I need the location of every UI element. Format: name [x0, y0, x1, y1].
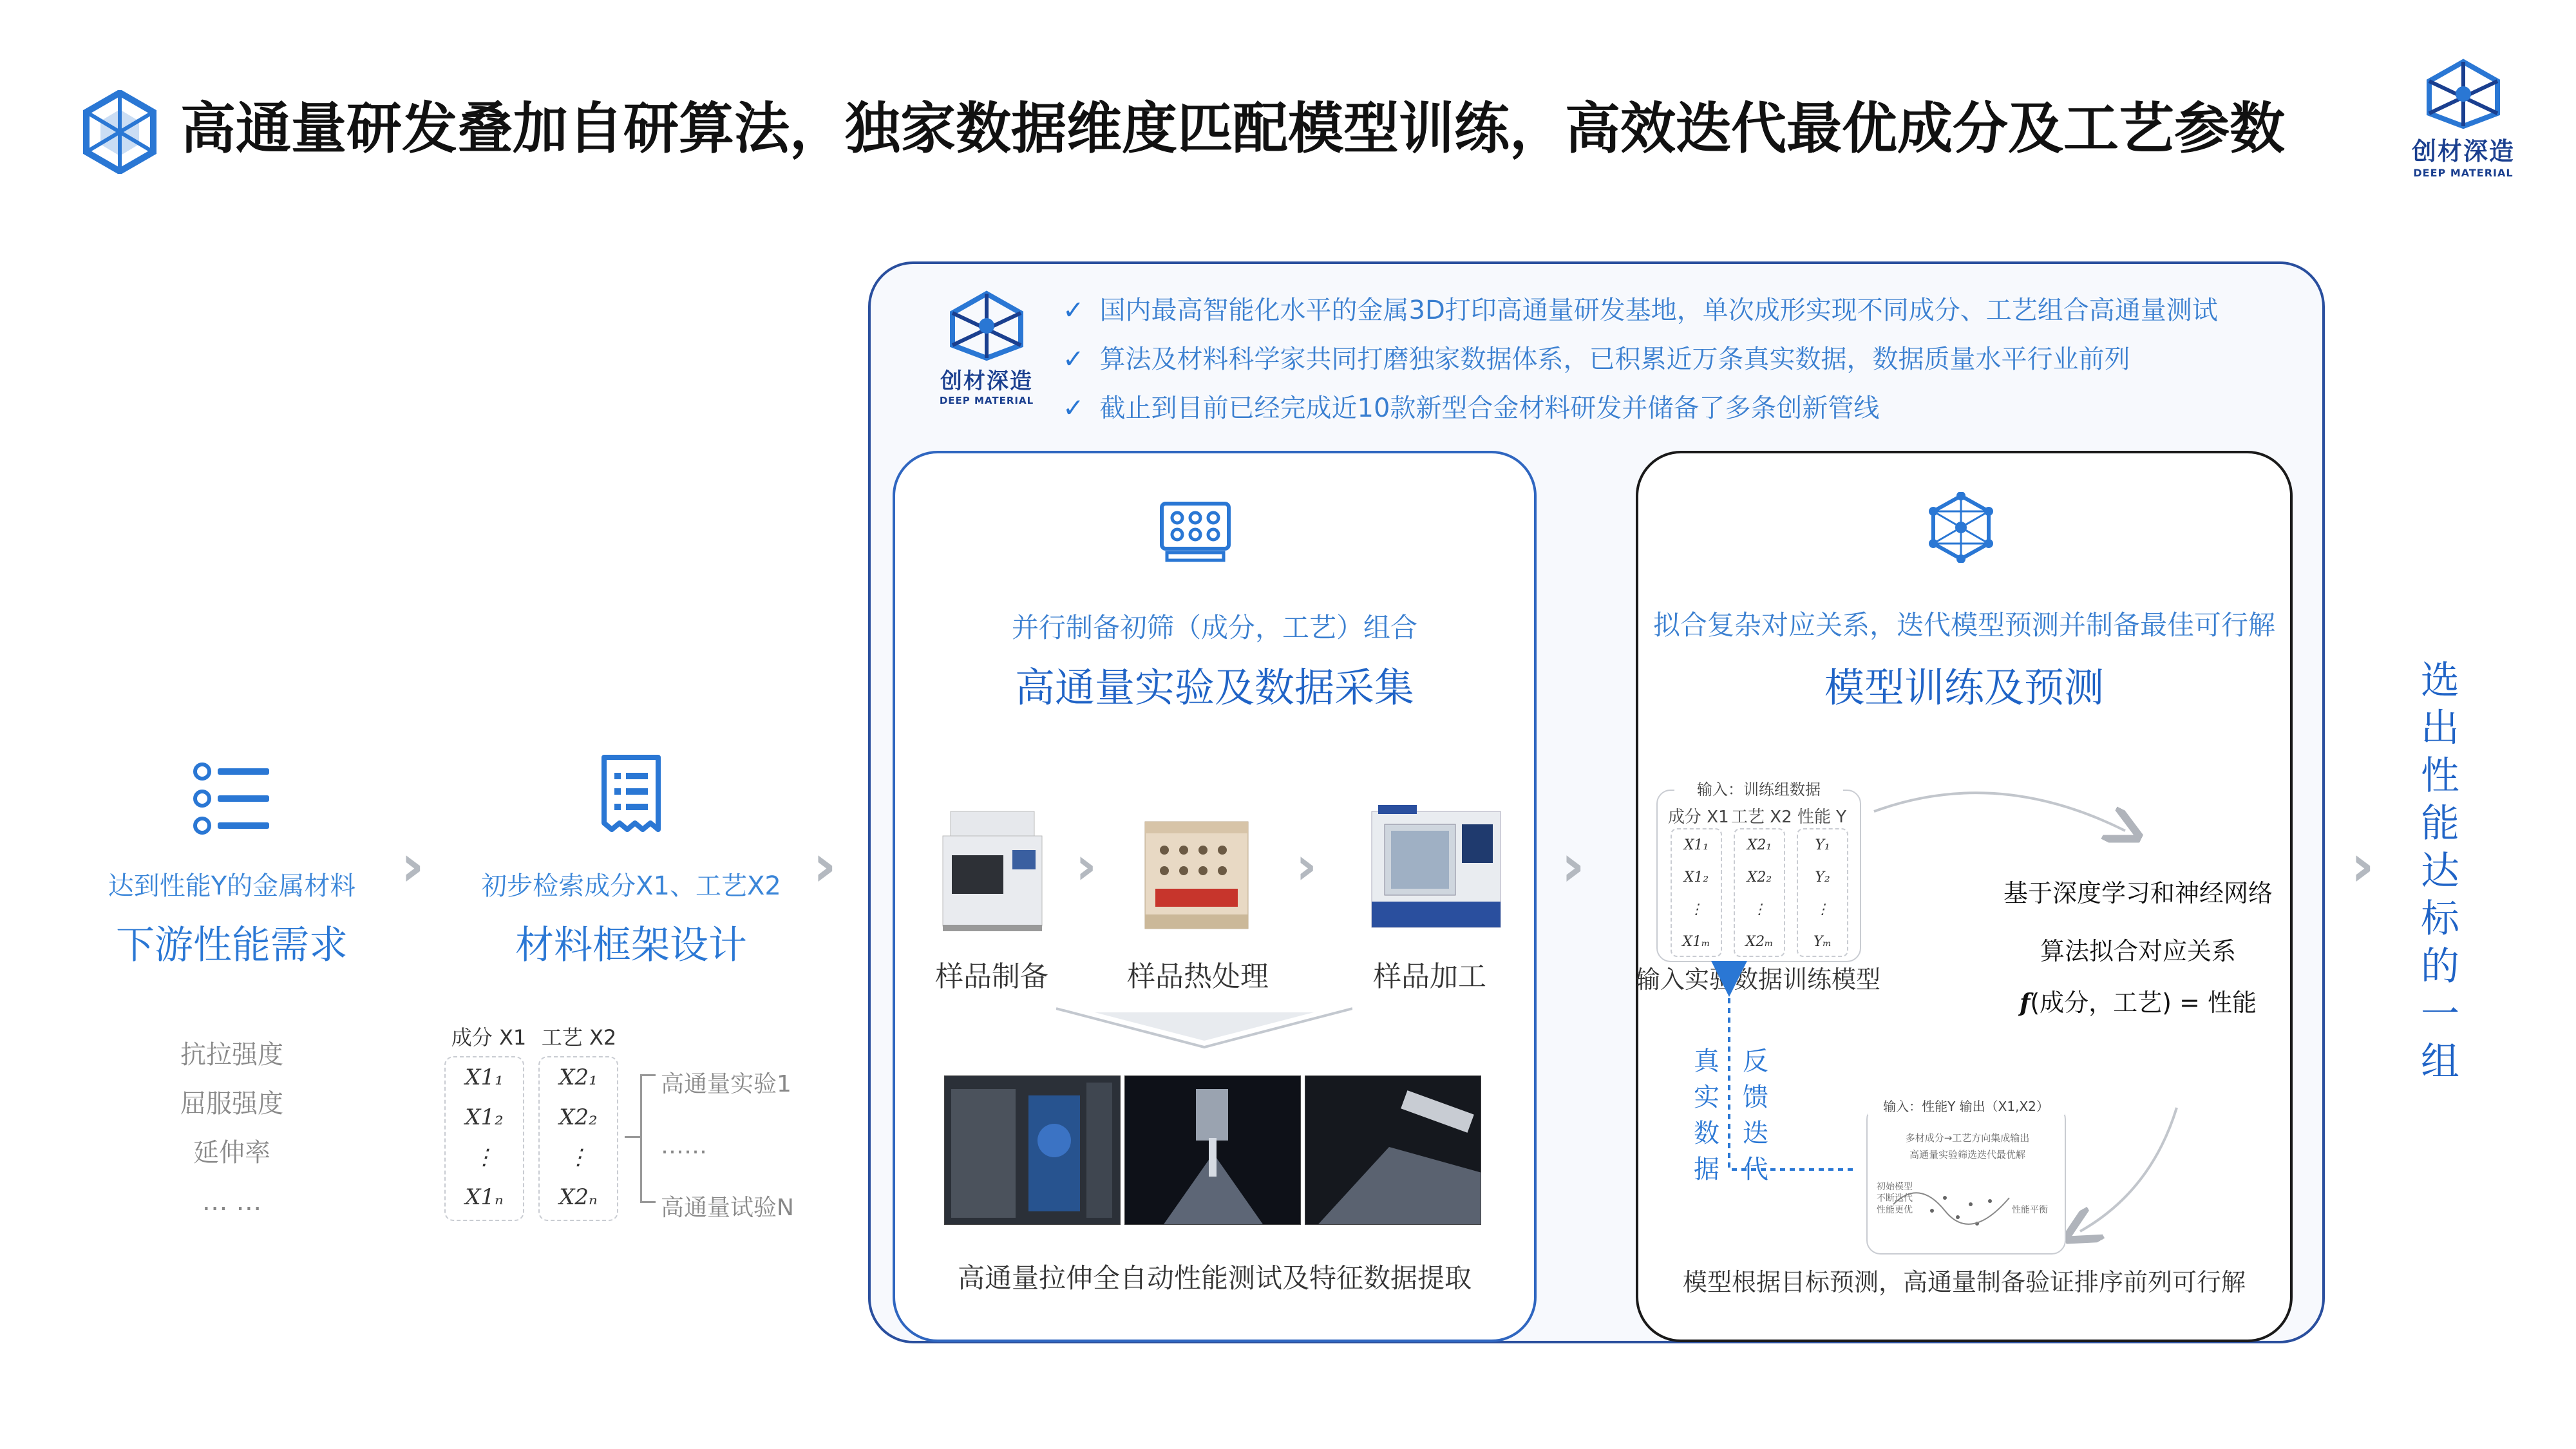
result-label: 选出性能达标的一组 — [2421, 658, 2459, 1084]
list-item: 屈服强度 — [180, 1089, 283, 1119]
feedback-label: 反馈迭代 — [1743, 1046, 1768, 1184]
training-box-title: 输入：训练组数据 — [1674, 777, 1843, 799]
matrix-cell: X2₂ — [1747, 869, 1772, 886]
brand-cube-icon — [945, 290, 1028, 361]
algo-formula: f(成分，工艺) = 性能 — [2019, 988, 2257, 1017]
machining-machine-image — [1365, 799, 1507, 934]
brand-subtitle: DEEP MATERIAL — [939, 395, 1034, 406]
list-item: ✓ 截止到目前已经完成近10款新型合金材料研发并储备了多条创新管线 — [1063, 393, 1880, 423]
brand-logo — [2396, 58, 2531, 179]
model-card-title: 模型训练及预测 — [1824, 664, 2104, 711]
model-card-subtitle: 拟合复杂对应关系，迭代模型预测并制备最佳可行解 — [1653, 609, 2275, 641]
bracket — [640, 1074, 656, 1203]
design-title: 材料框架设计 — [515, 923, 747, 968]
list-item: 延伸率 — [193, 1138, 270, 1168]
experiment-caption: 高通量拉伸全自动性能测试及特征数据提取 — [957, 1262, 1472, 1294]
train-head: 成分 X1 — [1668, 808, 1729, 827]
demand-title: 下游性能需求 — [116, 923, 348, 968]
chevron-right-icon: › — [1296, 836, 1317, 896]
function-symbol: f — [2019, 988, 2031, 1017]
specimen-photo — [1305, 1075, 1481, 1225]
matrix-cell: X1₂ — [465, 1104, 504, 1130]
train-head: 性能 Y — [1797, 808, 1847, 827]
prediction-box — [1866, 1099, 2066, 1255]
matrix-cell: X1₂ — [1683, 869, 1709, 886]
list-item: 抗拉强度 — [180, 1040, 283, 1070]
experiment-card-title: 高通量实验及数据采集 — [1014, 664, 1414, 711]
chevron-right-icon: › — [2351, 832, 2375, 900]
brand-subtitle: DEEP MATERIAL — [2413, 167, 2514, 179]
brand-name: 创材深造 — [940, 368, 1033, 394]
train-head: 工艺 X2 — [1731, 808, 1792, 827]
heat-treatment-machine-image — [1139, 818, 1255, 934]
prediction-box-text: 性能平衡 — [2012, 1205, 2048, 1215]
prediction-box-title: 输入：性能Y 输出（X1,X2） — [1868, 1096, 2065, 1115]
chevron-right-icon: › — [1075, 836, 1097, 896]
chevron-right-icon: › — [401, 832, 425, 900]
matrix-cell: ⋮ — [567, 1144, 589, 1170]
page-title: 高通量研发叠加自研算法，独家数据维度匹配模型训练，高效迭代最优成分及工艺参数 — [180, 97, 2285, 161]
matrix-cell: ⋮ — [473, 1144, 495, 1170]
check-icon: ✓ — [1063, 345, 1084, 374]
matrix-cell: ⋮ — [1815, 902, 1830, 918]
matrix-col2 — [538, 1056, 618, 1221]
matrix-cell: X1₁ — [1683, 837, 1709, 853]
matrix-cell: ⋮ — [1689, 902, 1703, 918]
funnel-arrow — [1056, 1006, 1352, 1051]
list-item: …… — [661, 1133, 707, 1159]
bracket-stem — [625, 1136, 640, 1138]
train-caption: 输入实验数据训练模型 — [1636, 965, 1881, 994]
tensile-grip-photo — [1124, 1075, 1301, 1225]
matrix-col2-head: 工艺 X2 — [541, 1025, 617, 1050]
matrix-cell: Y₂ — [1815, 869, 1830, 886]
matrix-cell: Yₘ — [1813, 934, 1832, 950]
design-label: 初步检索成分X1、工艺X2 — [481, 871, 781, 901]
prediction-box-text: 高通量实验筛选迭代最优解 — [1909, 1149, 2025, 1160]
list-icon — [193, 760, 270, 837]
real-data-label: 真实数据 — [1694, 1046, 1719, 1184]
chevron-right-icon: › — [813, 832, 837, 900]
tensile-test-photo — [944, 1075, 1121, 1225]
matrix-cell: X2ₘ — [1745, 934, 1774, 950]
demand-label: 达到性能Y的金属材料 — [108, 871, 356, 901]
matrix-cell: ⋮ — [1752, 902, 1766, 918]
brand-cube-icon — [2421, 58, 2505, 129]
check-icon: ✓ — [1063, 296, 1084, 325]
sample-prep-machine-image — [938, 805, 1047, 934]
experiment-list — [661, 1054, 828, 1239]
matrix-col1 — [444, 1056, 524, 1221]
check-icon: ✓ — [1063, 393, 1084, 423]
matrix-cell: X2₂ — [559, 1104, 598, 1130]
brand-name: 创材深造 — [2411, 137, 2515, 166]
document-icon — [599, 753, 663, 837]
matrix-cell: X2₁ — [1747, 837, 1772, 853]
matrix-cell: Y₁ — [1815, 837, 1830, 853]
matrix-col1-head: 成分 X1 — [451, 1025, 527, 1050]
matrix-cell: X1₁ — [465, 1065, 504, 1090]
neural-network-icon — [1926, 492, 1996, 563]
matrix-cell: X2₁ — [559, 1065, 598, 1090]
list-item: ✓ 国内最高智能化水平的金属3D打印高通量研发基地，单次成形实现不同成分、工艺组合高通量测试 — [1063, 296, 2218, 325]
matrix-cell: X1ₙ — [465, 1184, 504, 1210]
list-item: 高通量试验N — [661, 1195, 794, 1221]
matrix-cell: X1ₘ — [1682, 934, 1710, 950]
prediction-box-text: 多材成分→工艺方向集成输出 — [1905, 1132, 2030, 1144]
list-item: ✓ 算法及材料科学家共同打磨独家数据体系，已积累近万条真实数据，数据质量水平行业前列 — [1063, 345, 2130, 374]
algo-line-2: 算法拟合对应关系 — [2040, 937, 2236, 965]
algo-line-1: 基于深度学习和神经网络 — [2003, 879, 2273, 907]
matrix-cell: X2ₙ — [559, 1184, 598, 1210]
list-item: … … — [202, 1187, 262, 1217]
list-item: 高通量实验1 — [661, 1071, 791, 1097]
prediction-caption: 模型根据目标预测，高通量制备验证排序前列可行解 — [1682, 1268, 2246, 1296]
experiment-card-subtitle: 并行制备初筛（成分，工艺）组合 — [1011, 612, 1417, 643]
bullet-list — [1063, 286, 2218, 433]
cube-network-icon — [82, 90, 157, 174]
panel-brand-logo — [922, 290, 1051, 406]
prediction-box-text: 初始模型 不断迭代 性能更优 — [1877, 1182, 1913, 1215]
demand-list — [129, 1030, 335, 1226]
sample-plate-icon — [1158, 500, 1233, 564]
step-label: 样品加工 — [1373, 960, 1486, 993]
chevron-right-icon: › — [1561, 832, 1586, 900]
step-label: 样品制备 — [935, 960, 1048, 993]
step-label: 样品热处理 — [1127, 960, 1269, 993]
